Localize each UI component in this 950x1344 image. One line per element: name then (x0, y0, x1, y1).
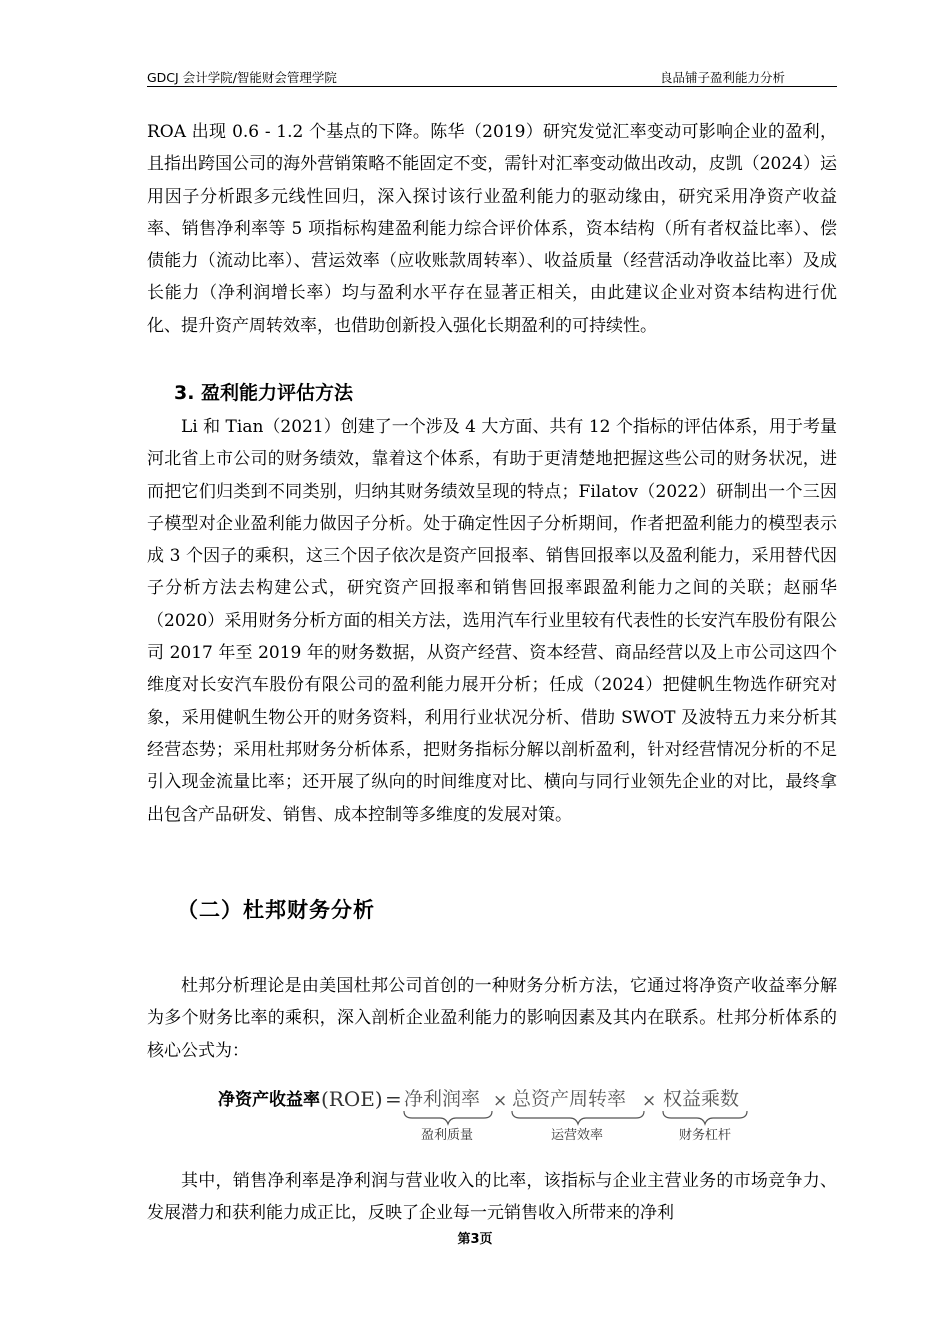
section-heading-dupont: （二）杜邦财务分析 (177, 898, 375, 922)
brace-label-financial-leverage: 财务杠杆 (679, 1128, 732, 1141)
header-right: 良品铺子盈利能力分析 (659, 70, 785, 85)
section-heading-evaluation-methods: 3. 盈利能力评估方法 (174, 382, 354, 404)
formula-times-2: × (642, 1091, 657, 1111)
underbrace-2 (512, 1111, 644, 1124)
paragraph-net-margin: 其中，销售净利率是净利润与营业收入的比率，该指标与企业主营业务的市场竞争力、发展潜力和获利能力成正比，反映了企业每一元销售收入所带来的净利 (147, 1171, 837, 1224)
formula-term-asset-turnover: 总资产周转率 (512, 1088, 627, 1110)
formula-roe: (ROE) (321, 1087, 383, 1111)
header-left: GDCJ 会计学院/智能财会管理学院 (147, 70, 337, 85)
paragraph-evaluation-methods: Li 和 Tian（2021）创建了一个涉及 4 大方面、共有 12 个指标的评估体系，用于考量河北省上市公司的财务绩效，靠着这个体系，有助于更清楚地把握这些公司的财务状况，进而把它们归类到不同类别，归纳其财务绩效呈现的特点；Filatov（2022）研制出一个三因子模型对企业盈利能力做因子分析。处于确定性因子分析期间，作者把盈利能力的模型表示成 3 个因子的乘积，这三个因子依次是资产回报率、销售回报率以及盈利能力，采用替代因子分析方法去构建公式，研究资产回报率和销售回报率跟盈利能力之间的关联；赵丽华（2020）采用财务分析方面的相关方法，选用汽车行业里较有代表性的长安汽车股份有限公司 2017 年至 2019 年的财务数据，从资产经营、资本经营、商品经营以及上市公司这四个维度对长安汽车股份有限公司的盈利能力展开分析；任成（2024）把健帆生物选作研究对象，采用健帆生物公开的财务资料，利用行业状况分析、借助 SWOT 及波特五力来分析其经营态势；采用杜邦财务分析体系，把财务指标分解以剖析盈利，针对经营情况分析的不足引入现金流量比率；还开展了纵向的时间维度对比、横向与同行业领先企业的对比，最终拿出包含产品研发、销售、成本控制等多维度的发展对策。 (147, 417, 837, 825)
page-header (147, 66, 837, 87)
paragraph-dupont-intro: 杜邦分析理论是由美国杜邦公司首创的一种财务分析方法，它通过将净资产收益率分解为多个财务比率的乘积，深入剖析企业盈利能力的影响因素及其内在联系。杜邦分析体系的核心公式为： (147, 976, 837, 1061)
underbrace-3 (663, 1111, 747, 1124)
dupont-formula (218, 1081, 778, 1141)
formula-term-equity-multiplier: 权益乘数 (663, 1088, 740, 1110)
formula-equals: = (385, 1087, 402, 1111)
brace-label-profit-quality: 盈利质量 (421, 1128, 474, 1141)
underbrace-1 (404, 1111, 492, 1124)
formula-lhs: 净资产收益率 (218, 1090, 320, 1110)
formula-term-net-margin: 净利润率 (404, 1088, 481, 1110)
brace-label-operating-efficiency: 运营效率 (551, 1128, 604, 1141)
paragraph-roa: ROA 出现 0.6 - 1.2 个基点的下降。陈华（2019）研究发觉汇率变动可影响企业的盈利，且指出跨国公司的海外营销策略不能固定不变，需针对汇率变动做出改动，皮凯（2024）运用因子分析跟多元线性回归，深入探讨该行业盈利能力的驱动缘由，研究采用净资产收益率、销售净利率等 5 项指标构建盈利能力综合评价体系，资本结构（所有者权益比率）、偿债能力（流动比率）、营运效率（应收账款周转率）、收益质量（经营活动净收益比率）及成长能力（净利润增长率）均与盈利水平存在显著正相关，由此建议企业对资本结构进行优化、提升资产周转效率，也借助创新投入强化长期盈利的可持续性。 (147, 122, 837, 336)
formula-times-1: × (493, 1091, 508, 1111)
page-number: 第3页 (457, 1232, 493, 1247)
